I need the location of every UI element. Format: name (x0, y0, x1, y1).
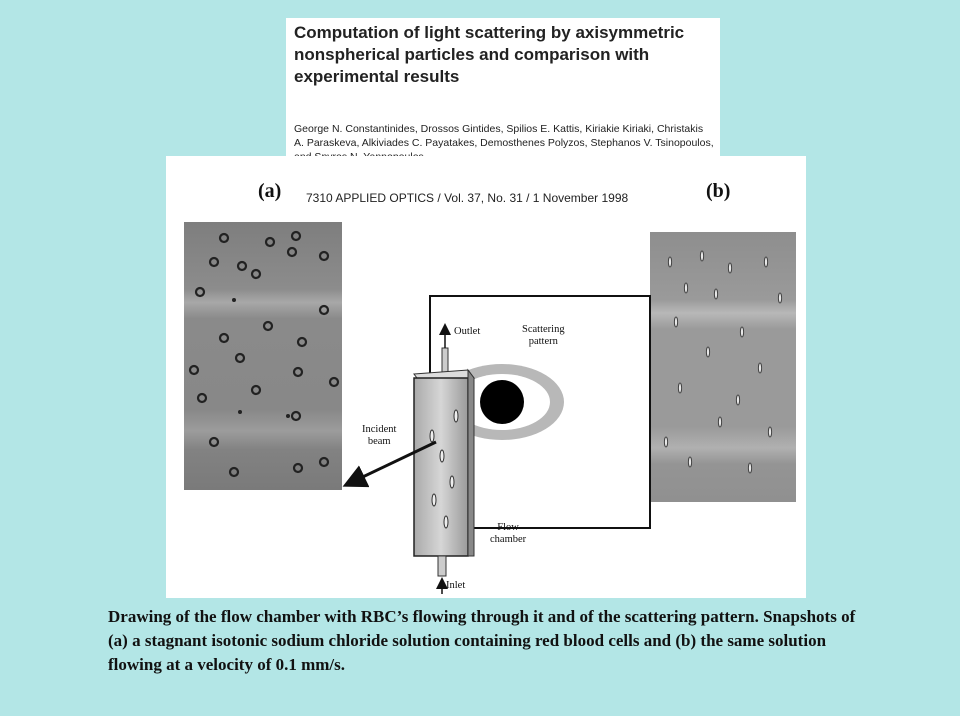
paper-authors: George N. Constantinides, Drossos Gintides, Spilios E. Kattis, Kiriakie Kiriaki, Christakis A. Paraskeva, Alkiviades C. Payatakes, Demosthenes Polyzos, Stephanos V. Tsinopoulos, (294, 123, 714, 149)
journal-citation: 7310 APPLIED OPTICS / Vol. 37, No. 31 / 1 November 1998 (306, 191, 629, 205)
figure-caption: Drawing of the flow chamber with RBC’s flowing through it and of the scattering pattern. Snapshots of (a) a stagnant isotonic sodium chloride solution containing red blood cells and (b) the same solution flowing at a velocity of 0.1 mm/s. (108, 607, 856, 674)
panel-label-b: (b) (706, 180, 731, 202)
scattering-spot (480, 380, 524, 424)
micrograph-b (650, 232, 796, 502)
label-flow-chamber: Flow chamber (490, 522, 527, 545)
label-inlet: Inlet (446, 580, 466, 591)
label-incident-beam: Incident beam (362, 424, 397, 447)
label-scattering-pattern: Scattering pattern (522, 324, 565, 347)
paper-header (286, 18, 720, 168)
label-outlet: Outlet (454, 326, 481, 337)
flow-chamber (414, 378, 468, 556)
figure-panel (166, 156, 806, 598)
micrograph-a (184, 222, 342, 490)
paper-title: Computation of light scattering by axisymmetric nonspherical particles and comparison with experimental results (294, 23, 685, 86)
panel-label-a: (a) (258, 180, 282, 202)
